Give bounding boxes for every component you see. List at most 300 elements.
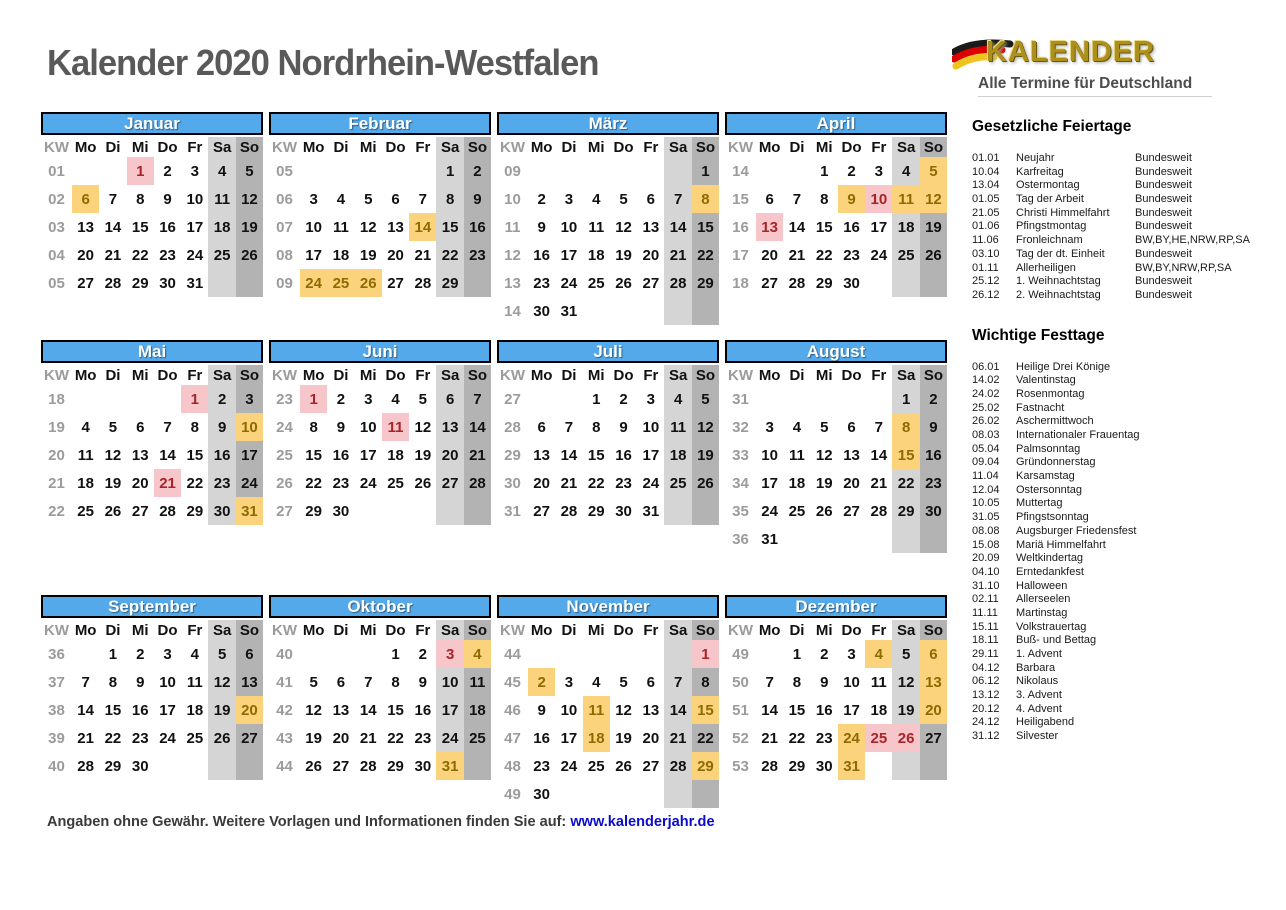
- day-cell: 17: [305, 246, 322, 264]
- week-row: [269, 497, 491, 525]
- kw-cell: 51: [732, 701, 749, 719]
- list-item: [972, 207, 1277, 221]
- empty-day-cell: [300, 640, 327, 668]
- day-cell: 1: [820, 162, 829, 180]
- item-name: Karsamstag: [1016, 470, 1075, 483]
- kw-cell: 02: [48, 190, 65, 208]
- day-cell: 19: [414, 446, 432, 464]
- kw-cell: 45: [504, 673, 521, 691]
- empty-day-cell: [583, 157, 610, 185]
- week-row: [497, 752, 719, 780]
- day-cell: 19: [305, 729, 322, 747]
- festival-day-cell: 31: [236, 497, 263, 525]
- week-row: [41, 441, 263, 469]
- empty-day-cell: [637, 157, 664, 185]
- weekday-header: So: [464, 620, 491, 640]
- day-cell: 15: [815, 218, 833, 236]
- week-row: [725, 157, 947, 185]
- day-cell: 11: [208, 185, 235, 213]
- empty-day-cell: [692, 780, 719, 808]
- day-cell: 23: [920, 469, 947, 497]
- festivals-list: [972, 361, 1277, 744]
- month-table: [725, 365, 947, 553]
- day-cell: 30: [332, 502, 350, 520]
- holiday-day-cell: 3: [436, 640, 463, 668]
- item-name: Ostermontag: [1016, 179, 1080, 192]
- day-cell: 14: [560, 446, 578, 464]
- day-cell: 13: [642, 218, 660, 236]
- festival-day-cell: 6: [920, 640, 947, 668]
- day-cell: 25: [186, 729, 204, 747]
- weekday-header: So: [236, 365, 263, 385]
- week-row: [269, 213, 491, 241]
- day-cell: 8: [391, 673, 400, 691]
- item-region: Bundesweit: [1135, 288, 1192, 301]
- day-cell: 9: [820, 673, 829, 691]
- festival-day-cell: 8: [892, 413, 919, 441]
- day-cell: 13: [236, 668, 263, 696]
- day-cell: 11: [664, 413, 691, 441]
- day-cell: 4: [190, 645, 199, 663]
- day-cell: 16: [414, 701, 432, 719]
- list-item: [972, 456, 1277, 470]
- day-cell: 18: [208, 213, 235, 241]
- day-cell: 8: [592, 418, 601, 436]
- day-cell: 26: [208, 724, 235, 752]
- month-block-april: [725, 112, 947, 325]
- day-cell: 23: [815, 729, 833, 747]
- weekday-header: Do: [385, 366, 406, 384]
- item-region: Bundesweit: [1135, 220, 1192, 233]
- day-cell: 8: [136, 190, 145, 208]
- month-block-mai: [41, 340, 263, 553]
- week-row: [41, 668, 263, 696]
- day-cell: 4: [664, 385, 691, 413]
- day-cell: 28: [761, 757, 778, 775]
- item-name: Buß- und Bettag: [1016, 634, 1097, 647]
- week-row: [269, 413, 491, 441]
- weekday-header: So: [464, 137, 491, 157]
- festival-day-cell: 5: [920, 157, 947, 185]
- day-cell: 9: [464, 185, 491, 213]
- day-cell: 27: [920, 724, 947, 752]
- week-row: [41, 413, 263, 441]
- day-cell: 27: [761, 274, 778, 292]
- day-cell: 24: [560, 757, 578, 775]
- day-cell: 5: [208, 640, 235, 668]
- kw-cell: 49: [504, 785, 521, 803]
- day-cell: 30: [208, 497, 235, 525]
- day-cell: 11: [870, 673, 887, 691]
- item-name: Fastnacht: [1016, 401, 1065, 414]
- item-date: 15.11: [972, 620, 999, 633]
- empty-day-cell: [236, 269, 263, 297]
- week-row: [41, 724, 263, 752]
- day-cell: 13: [533, 446, 550, 464]
- item-name: Barbara: [1016, 661, 1056, 674]
- festival-day-cell: 9: [838, 185, 865, 213]
- festival-day-cell: 10: [236, 413, 263, 441]
- item-date: 31.12: [972, 730, 1000, 743]
- week-row: [725, 413, 947, 441]
- day-cell: 29: [387, 757, 404, 775]
- day-cell: 14: [359, 701, 377, 719]
- item-date: 11.04: [972, 470, 999, 483]
- kw-cell: 47: [504, 729, 521, 747]
- item-region: Bundesweit: [1135, 193, 1192, 206]
- day-cell: 10: [843, 673, 860, 691]
- kw-column-header: KW: [44, 621, 69, 639]
- festival-day-cell: 8: [692, 185, 719, 213]
- day-cell: 28: [664, 752, 691, 780]
- weekday-header: Sa: [436, 137, 463, 157]
- month-table: [497, 137, 719, 325]
- weekday-header: Mi: [131, 621, 149, 639]
- kw-column-header: KW: [272, 621, 297, 639]
- item-date: 15.08: [972, 538, 1000, 551]
- festival-day-cell: 12: [920, 185, 947, 213]
- empty-day-cell: [838, 385, 865, 413]
- weekday-header: Di: [561, 621, 577, 639]
- day-cell: 9: [163, 190, 172, 208]
- month-header: Juli: [497, 340, 719, 363]
- weekday-header: Mi: [131, 366, 149, 384]
- day-cell: 24: [761, 502, 778, 520]
- day-cell: 5: [236, 157, 263, 185]
- day-cell: 29: [436, 269, 463, 297]
- day-cell: 14: [664, 696, 691, 724]
- day-cell: 17: [359, 446, 377, 464]
- holiday-day-cell: 25: [865, 724, 892, 752]
- week-row: [269, 241, 491, 269]
- kw-cell: 07: [276, 218, 293, 236]
- day-cell: 12: [104, 446, 122, 464]
- empty-day-cell: [127, 385, 154, 413]
- empty-day-cell: [865, 269, 892, 297]
- kw-cell: 27: [504, 390, 521, 408]
- weekday-header: Mi: [131, 138, 149, 156]
- day-cell: 25: [892, 241, 919, 269]
- month-table: [41, 365, 263, 525]
- day-cell: 3: [646, 390, 655, 408]
- list-item: [972, 593, 1277, 607]
- day-cell: 13: [131, 446, 149, 464]
- festival-day-cell: 11: [583, 696, 610, 724]
- kw-cell: 52: [732, 729, 749, 747]
- day-cell: 7: [664, 185, 691, 213]
- item-name: Karfreitag: [1016, 165, 1064, 178]
- item-date: 11.11: [972, 606, 998, 619]
- weekday-header: Fr: [871, 138, 887, 156]
- day-cell: 20: [436, 441, 463, 469]
- list-item: [972, 388, 1277, 402]
- day-cell: 28: [464, 469, 491, 497]
- kw-cell: 19: [48, 418, 65, 436]
- item-name: 1. Advent: [1016, 648, 1062, 660]
- empty-day-cell: [382, 497, 409, 525]
- weekday-header: So: [464, 365, 491, 385]
- week-row: [269, 668, 491, 696]
- item-date: 04.12: [972, 661, 1000, 674]
- item-date: 29.11: [972, 648, 999, 660]
- day-cell: 29: [892, 497, 919, 525]
- week-row: [725, 497, 947, 525]
- day-cell: 3: [163, 645, 172, 663]
- kw-cell: 50: [732, 673, 749, 691]
- empty-day-cell: [528, 157, 555, 185]
- weekday-header: Sa: [208, 620, 235, 640]
- day-cell: 14: [159, 446, 176, 464]
- week-row: [269, 640, 491, 668]
- kw-cell: 42: [276, 701, 293, 719]
- week-row: [269, 752, 491, 780]
- holiday-day-cell: 1: [127, 157, 154, 185]
- day-cell: 5: [619, 673, 628, 691]
- weekday-header: Do: [613, 621, 634, 639]
- month-table: [497, 365, 719, 525]
- day-cell: 22: [587, 474, 605, 492]
- item-name: Fronleichnam: [1016, 234, 1083, 247]
- kw-cell: 53: [732, 757, 749, 775]
- day-cell: 11: [588, 218, 605, 236]
- day-cell: 27: [642, 274, 660, 292]
- day-cell: 6: [646, 673, 655, 691]
- list-item: [972, 429, 1277, 443]
- item-date: 24.02: [972, 387, 1000, 400]
- day-cell: 1: [436, 157, 463, 185]
- item-name: Halloween: [1016, 579, 1068, 592]
- day-cell: 21: [560, 474, 578, 492]
- week-row: [725, 241, 947, 269]
- kw-cell: 40: [48, 757, 65, 775]
- day-cell: 8: [436, 185, 463, 213]
- day-cell: 18: [77, 474, 94, 492]
- day-cell: 28: [664, 269, 691, 297]
- item-date: 13.12: [972, 689, 1000, 702]
- day-cell: 9: [537, 218, 546, 236]
- day-cell: 17: [159, 701, 176, 719]
- day-cell: 19: [208, 696, 235, 724]
- item-name: Palmsonntag: [1016, 442, 1081, 455]
- list-item: [972, 248, 1277, 262]
- day-cell: 17: [436, 696, 463, 724]
- day-cell: 27: [843, 502, 860, 520]
- day-cell: 4: [792, 418, 802, 436]
- week-row: [725, 525, 947, 553]
- day-cell: 22: [104, 729, 122, 747]
- empty-day-cell: [154, 385, 181, 413]
- week-row: [269, 385, 491, 413]
- day-cell: 28: [414, 274, 432, 292]
- month-block-februar: [269, 112, 491, 325]
- list-item: [972, 275, 1277, 289]
- day-cell: 10: [560, 218, 578, 236]
- day-cell: 12: [692, 413, 719, 441]
- list-item: [972, 152, 1277, 166]
- kw-cell: 36: [48, 645, 65, 663]
- empty-day-cell: [236, 752, 263, 780]
- logo: [952, 36, 1212, 97]
- day-cell: 13: [77, 218, 94, 236]
- week-row: [497, 241, 719, 269]
- day-cell: 12: [359, 218, 377, 236]
- empty-day-cell: [72, 385, 99, 413]
- kw-cell: 40: [276, 645, 293, 663]
- day-cell: 4: [81, 418, 90, 436]
- day-cell: 30: [615, 502, 632, 520]
- item-date: 04.10: [972, 565, 1000, 578]
- day-cell: 23: [533, 274, 550, 292]
- day-cell: 1: [391, 645, 400, 663]
- item-date: 08.08: [972, 524, 1000, 537]
- day-cell: 1: [592, 390, 601, 408]
- kw-cell: 18: [732, 274, 749, 292]
- day-cell: 20: [533, 474, 550, 492]
- item-date: 18.11: [972, 634, 999, 647]
- day-cell: 27: [77, 274, 94, 292]
- week-row: [725, 752, 947, 780]
- day-cell: 2: [920, 385, 947, 413]
- kw-cell: 20: [48, 446, 65, 464]
- day-cell: 24: [870, 246, 888, 264]
- day-cell: 30: [920, 497, 947, 525]
- day-cell: 23: [332, 474, 350, 492]
- day-cell: 3: [190, 162, 199, 180]
- kw-cell: 09: [504, 162, 521, 180]
- month-block-oktober: [269, 595, 491, 808]
- weekday-header: Mo: [530, 138, 553, 156]
- kw-cell: 23: [276, 390, 293, 408]
- day-cell: 5: [820, 418, 829, 436]
- day-cell: 22: [387, 729, 404, 747]
- weekday-header: Mo: [74, 366, 97, 384]
- day-cell: 7: [464, 385, 491, 413]
- day-cell: 24: [436, 724, 463, 752]
- day-cell: 6: [847, 418, 856, 436]
- day-cell: 5: [309, 673, 318, 691]
- list-item: [972, 703, 1277, 717]
- festival-day-cell: 26: [355, 269, 382, 297]
- empty-day-cell: [327, 157, 354, 185]
- weekday-header: Fr: [415, 621, 431, 639]
- list-item: [972, 525, 1277, 539]
- day-cell: 3: [236, 385, 263, 413]
- empty-day-cell: [464, 752, 491, 780]
- month-block-september: [41, 595, 263, 808]
- day-cell: 25: [77, 502, 94, 520]
- item-name: Weltkindertag: [1016, 552, 1084, 565]
- week-row: [269, 185, 491, 213]
- weekday-header: Sa: [436, 620, 463, 640]
- empty-day-cell: [327, 640, 354, 668]
- day-cell: 27: [131, 502, 149, 520]
- day-cell: 4: [208, 157, 235, 185]
- day-cell: 2: [136, 645, 145, 663]
- week-row: [497, 385, 719, 413]
- day-cell: 19: [692, 441, 719, 469]
- empty-day-cell: [555, 640, 582, 668]
- day-cell: 30: [815, 757, 833, 775]
- day-cell: 26: [615, 274, 632, 292]
- empty-day-cell: [583, 780, 610, 808]
- weekday-header: Fr: [415, 366, 431, 384]
- item-date: 06.01: [972, 360, 1000, 373]
- weekday-header: So: [236, 620, 263, 640]
- list-item: [972, 730, 1277, 744]
- day-cell: 19: [815, 474, 833, 492]
- day-cell: 30: [533, 785, 550, 803]
- empty-day-cell: [72, 157, 99, 185]
- day-cell: 14: [77, 701, 94, 719]
- kw-cell: 39: [48, 729, 65, 747]
- kw-cell: 26: [276, 474, 293, 492]
- weekday-header: Do: [385, 138, 406, 156]
- day-cell: 6: [765, 190, 774, 208]
- day-cell: 5: [108, 418, 118, 436]
- list-item: [972, 374, 1277, 388]
- day-cell: 6: [236, 640, 263, 668]
- item-date: 14.02: [972, 374, 1000, 387]
- day-cell: 5: [418, 390, 427, 408]
- weekday-header: Sa: [436, 365, 463, 385]
- list-item: [972, 166, 1277, 180]
- kw-column-header: KW: [728, 366, 753, 384]
- empty-day-cell: [756, 640, 783, 668]
- day-cell: 19: [104, 474, 122, 492]
- day-cell: 15: [587, 446, 605, 464]
- footer: [47, 813, 715, 830]
- week-row: [269, 696, 491, 724]
- day-cell: 19: [236, 213, 263, 241]
- footer-link[interactable]: www.kalenderjahr.de: [570, 813, 715, 830]
- day-cell: 4: [592, 673, 601, 691]
- day-cell: 26: [414, 474, 432, 492]
- kw-cell: 30: [504, 474, 521, 492]
- day-cell: 11: [789, 446, 805, 464]
- day-cell: 17: [843, 701, 860, 719]
- day-cell: 28: [560, 502, 578, 520]
- day-cell: 15: [692, 213, 719, 241]
- day-cell: 9: [336, 418, 346, 436]
- holiday-day-cell: 10: [865, 185, 892, 213]
- empty-day-cell: [664, 497, 691, 525]
- weekday-header: Fr: [415, 138, 431, 156]
- empty-day-cell: [664, 157, 691, 185]
- weekday-header: Mi: [359, 621, 377, 639]
- weekday-header: Mo: [302, 138, 325, 156]
- item-region: Bundesweit: [1135, 165, 1192, 178]
- festival-day-cell: 4: [464, 640, 491, 668]
- weekday-header: Sa: [892, 137, 919, 157]
- day-cell: 16: [615, 446, 632, 464]
- day-cell: 3: [564, 673, 574, 691]
- month-header: November: [497, 595, 719, 618]
- day-cell: 18: [892, 213, 919, 241]
- item-name: 3. Advent: [1016, 689, 1062, 702]
- day-cell: 22: [186, 474, 204, 492]
- kw-column-header: KW: [272, 366, 297, 384]
- week-row: [725, 469, 947, 497]
- day-cell: 29: [587, 502, 605, 520]
- list-item: [972, 361, 1277, 375]
- empty-day-cell: [838, 525, 865, 553]
- item-name: Nikolaus: [1016, 675, 1059, 688]
- day-cell: 29: [104, 757, 122, 775]
- weekday-header: Mi: [587, 138, 605, 156]
- weekday-header: Mo: [530, 621, 553, 639]
- weekday-header: Fr: [643, 366, 659, 384]
- day-cell: 15: [788, 701, 806, 719]
